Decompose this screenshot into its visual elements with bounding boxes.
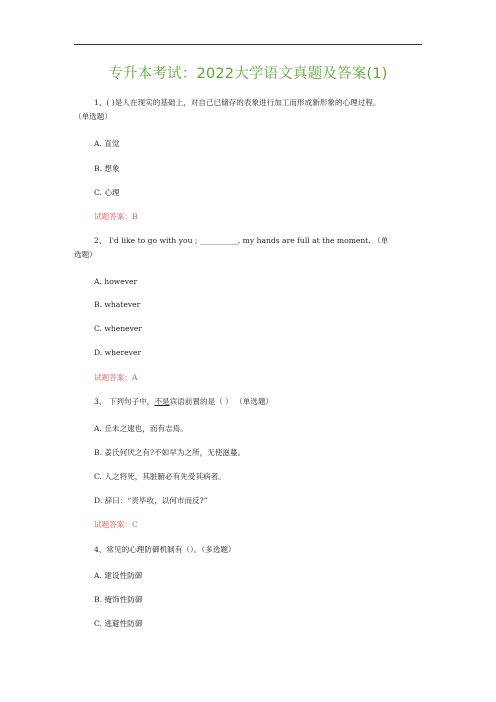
option-b: B. 想象: [94, 164, 120, 173]
page-title: 专升本考试：2022大学语文真题及答案(1): [108, 66, 388, 82]
option-c: C. 心理: [94, 188, 120, 197]
question-text: 4、常见的心理防御机制有（）。（多选题）: [94, 545, 236, 554]
option-c: C. 人之将死，其脏腑必有先受其病者。: [94, 472, 226, 481]
question-1: [74, 96, 422, 124]
option-a: A. however: [94, 277, 138, 286]
question-text-pre: 3、 下列句子中，: [94, 397, 155, 406]
option-a: A. 建设性防御: [94, 571, 143, 580]
option-a: A. 丘未之逮也，而有志焉。: [94, 424, 188, 433]
question-text-cont: （单选题）: [74, 112, 112, 121]
question-text-post: 宾语前置的是（ ） （单选题）: [169, 397, 274, 406]
question-text: [74, 395, 422, 409]
option-c: C. 逃避性防御: [94, 619, 143, 628]
question-4: [74, 543, 422, 557]
answer-text: 试题答案：B: [94, 212, 138, 221]
option-a: A. 直觉: [94, 139, 120, 148]
header-rule: [74, 44, 422, 45]
option-b: B. 掩饰性防御: [94, 595, 143, 604]
option-b: B. 姜氏何厌之有?不如早为之所，无使滋蔓。: [94, 448, 246, 457]
question-text-emphasis: 不是: [154, 397, 170, 406]
answer-text: 试题答案：A: [94, 373, 138, 382]
question-text-cont: 选题）: [74, 250, 97, 259]
option-d: D. 辞曰：“责毕收，以何市而反?”: [94, 496, 208, 505]
option-d: D. wherever: [94, 348, 142, 357]
question-3: [74, 395, 422, 409]
question-2: [74, 234, 422, 262]
answer-text: 试题答案：C: [94, 520, 138, 529]
option-c: C. whenever: [94, 324, 143, 333]
question-text: 1、( )是人在现实的基础上，对自己已储存的表象进行加工而形成新形象的心理过程。: [94, 98, 381, 107]
option-b: B. whatever: [94, 300, 141, 309]
question-text: 2、 I'd like to go with you ; __________, my hands are full at the moment. （单: [94, 236, 389, 245]
